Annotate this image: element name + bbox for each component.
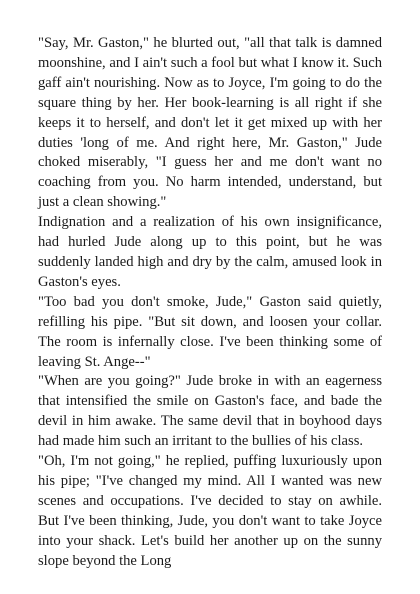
- paragraph: "When are you going?" Jude broke in with an eagerness that intensified the smile on Gaston's face, and bade the devil in him awake. The same devil that in boyhood days had made him such an irritant to the bullies of his class.: [38, 373, 382, 450]
- paragraph: "Say, Mr. Gaston," he blurted out, "all that talk is damned moonshine, and I ain't such a fool but what I know it. Such gaff ain't nourishing. Now as to Joyce, I'm going to do the square thing by her. Her book-learning is all right if she keeps it to herself, and don't let it get mixed up with her duties 'long of me. And right here, Mr. Gaston," Jude choked miserably, "I guess her and me don't want no coaching from you. No harm intended, understand, but just a clean showing.": [38, 35, 382, 211]
- paragraph: "Oh, I'm not going," he replied, puffing luxuriously upon his pipe; "I've changed my mind. All I wanted was new scenes and occupations. I've decided to stay on awhile. But I've been thinking, Jude, you don't want to take Joyce into your shack. Let's build her another up on the sunny slope beyond the Long: [38, 453, 382, 569]
- paragraph: Indignation and a realization of his own insignificance, had hurled Jude along up to this point, but he was suddenly landed high and dry by the calm, amused look in Gaston's eyes.: [38, 214, 382, 290]
- document-page: [38, 34, 382, 571]
- paragraph: "Too bad you don't smoke, Jude," Gaston said quietly, refilling his pipe. "But sit down, and loosen your collar. The room is infernally close. I've been thinking some of leaving St. Ange--": [38, 293, 382, 370]
